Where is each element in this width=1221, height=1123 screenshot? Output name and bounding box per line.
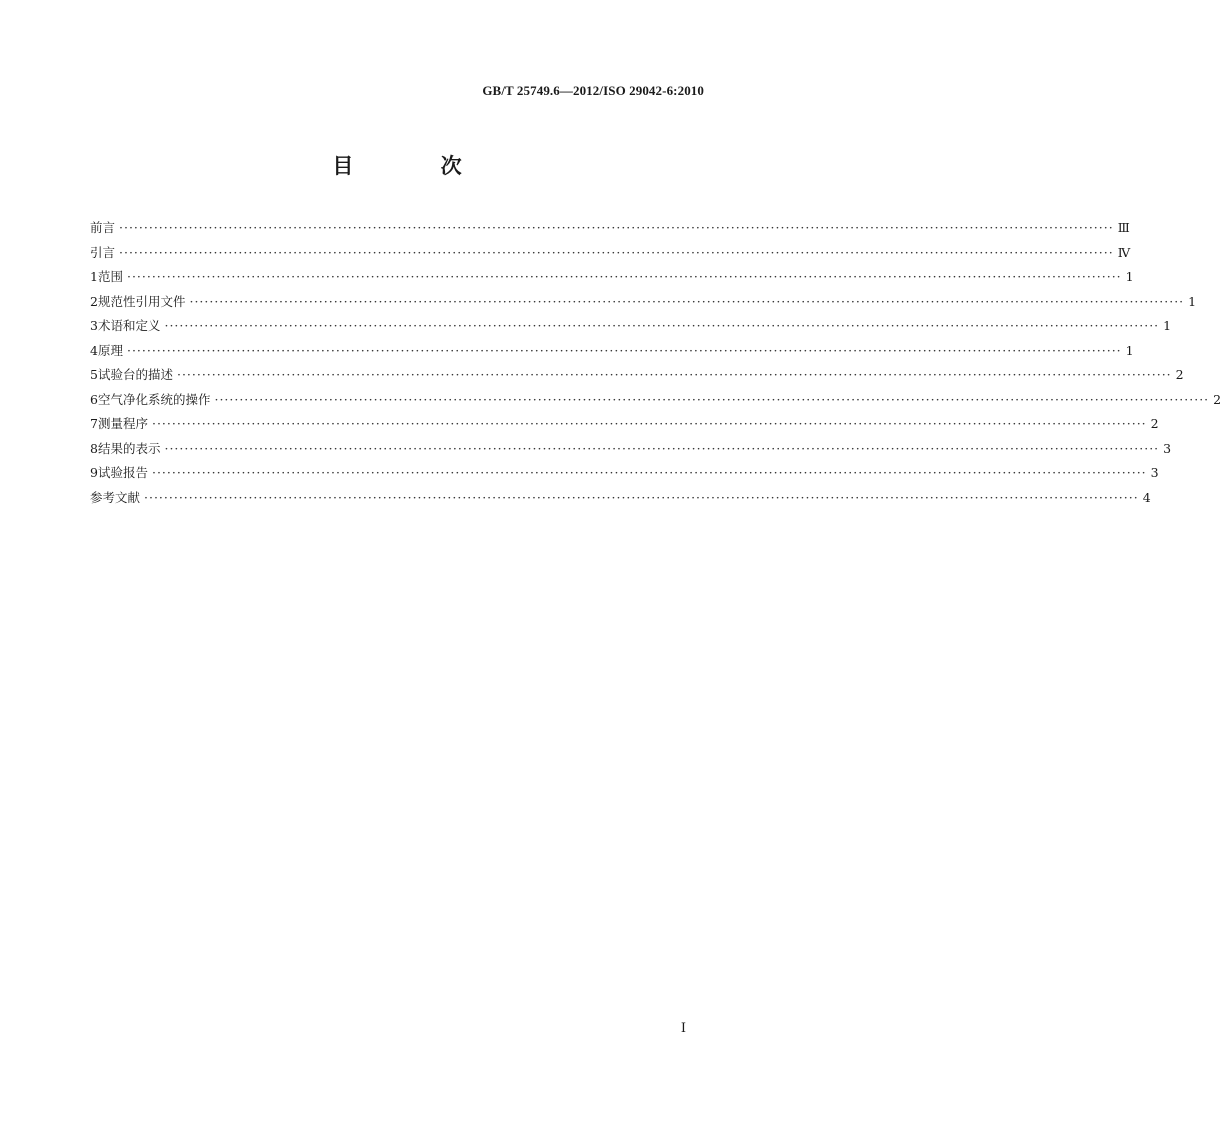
toc-entry-label: 原理 [97, 342, 123, 358]
toc-entry-7[interactable] [90, 412, 1159, 437]
toc-leader-dots: ········································································································································································································ [214, 391, 1210, 407]
toc-entry-page: 1 [1163, 318, 1172, 333]
toc-leader-dots: ········································································································································································································ [164, 318, 1160, 333]
toc-entry-label: 术语和定义 [97, 318, 161, 333]
toc-entry-1[interactable] [90, 265, 1134, 290]
toc-entry-number: 5 [90, 367, 98, 382]
toc-entry-label: 试验台的描述 [97, 367, 173, 382]
toc-entry-page: Ⅲ [1117, 220, 1130, 235]
toc-entry-label: 引言 [90, 244, 116, 260]
toc-entry-3[interactable] [90, 314, 1172, 339]
toc-entry-introduction[interactable] [90, 241, 1131, 266]
toc-entry-label: 结果的表示 [97, 440, 161, 456]
toc-entry-2[interactable] [90, 290, 1197, 315]
toc-entry-label: 空气净化系统的操作 [97, 391, 211, 407]
toc-entry-label: 参考文献 [90, 489, 141, 505]
toc-entry-label: 规范性引用文件 [97, 293, 186, 309]
toc-leader-dots: ········································································································································································································ [176, 367, 1172, 382]
toc-leader-dots: ········································································································································································································ [144, 489, 1139, 505]
toc-leader-dots: ········································································································································································································ [126, 342, 1122, 358]
toc-entry-foreword[interactable] [90, 216, 1130, 241]
toc-entry-page: 2 [1213, 391, 1221, 407]
toc-leader-dots: ········································································································································································································ [189, 293, 1185, 309]
toc-entry-page: 2 [1150, 416, 1159, 431]
toc-leader-dots: ········································································································································································································ [151, 416, 1147, 431]
toc-entry-bibliography[interactable] [90, 486, 1151, 511]
toc-entry-9[interactable] [90, 461, 1159, 486]
toc-entry-label: 前言 [90, 220, 116, 235]
toc-entry-page: 4 [1142, 489, 1151, 505]
toc-entry-number: 2 [90, 293, 98, 309]
toc-entry-page: 1 [1125, 342, 1134, 358]
toc-entry-page: 1 [1125, 269, 1134, 284]
toc-entry-label: 试验报告 [97, 465, 148, 480]
page-number: I [680, 1021, 686, 1036]
toc-entry-page: Ⅳ [1117, 244, 1131, 260]
toc-entry-8[interactable] [90, 437, 1172, 462]
toc-leader-dots: ········································································································································································································ [126, 269, 1122, 284]
page-title: 目 次 [332, 154, 502, 178]
table-of-contents [90, 216, 1221, 510]
toc-leader-dots: ········································································································································································································ [119, 220, 1114, 235]
toc-entry-number: 7 [90, 416, 98, 431]
toc-entry-number: 3 [90, 318, 98, 333]
toc-entry-number: 9 [90, 465, 98, 480]
toc-entry-5[interactable] [90, 363, 1184, 388]
toc-entry-number: 6 [90, 391, 98, 407]
toc-entry-number: 1 [90, 269, 98, 284]
toc-entry-label: 范围 [97, 269, 123, 284]
standard-number: GB/T 25749.6—2012/ISO 29042-6:2010 [482, 83, 704, 98]
toc-entry-page: 2 [1175, 367, 1184, 382]
toc-entry-number: 8 [90, 440, 98, 456]
toc-entry-page: 3 [1163, 440, 1172, 456]
toc-leader-dots: ········································································································································································································ [151, 465, 1147, 480]
toc-entry-4[interactable] [90, 339, 1134, 364]
toc-leader-dots: ········································································································································································································ [119, 244, 1114, 260]
toc-leader-dots: ········································································································································································································ [164, 440, 1160, 456]
toc-entry-label: 测量程序 [97, 416, 148, 431]
toc-entry-page: 3 [1150, 465, 1159, 480]
toc-entry-number: 4 [90, 342, 98, 358]
toc-entry-6[interactable] [90, 388, 1221, 413]
toc-entry-page: 1 [1188, 293, 1197, 309]
